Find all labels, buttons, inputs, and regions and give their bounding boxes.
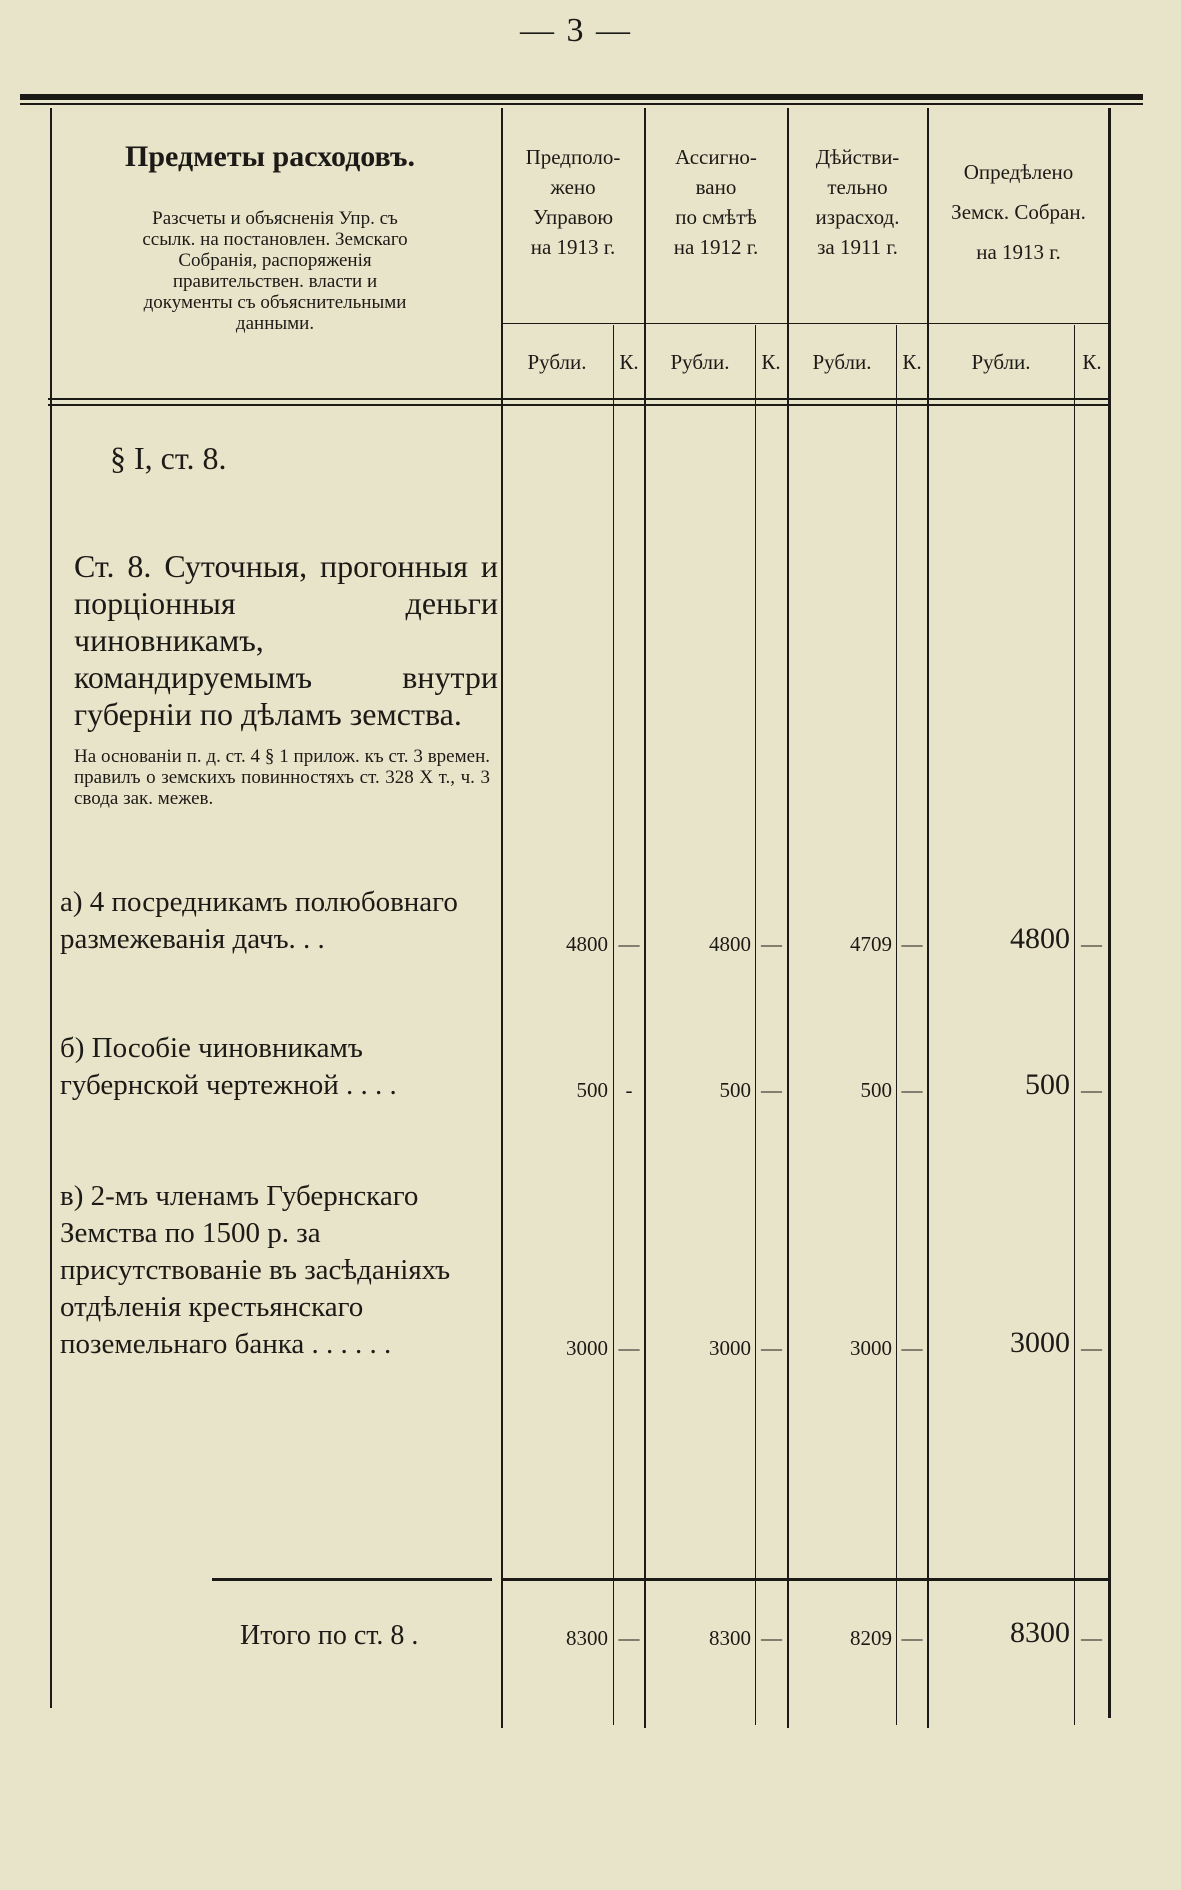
item-a-determined-kop: — <box>1081 932 1102 956</box>
total-label: Итого по ст. 8 . <box>240 1620 419 1651</box>
unit-rub-2: Рубли. <box>670 350 730 374</box>
item-b-assigned-kop: — <box>761 1078 782 1102</box>
item-c-spent-kop: — <box>901 1336 923 1360</box>
item-b-proposed: 500 <box>576 1078 608 1102</box>
col-head-proposed: Предполо- жено Управою на 1913 г. <box>525 145 621 259</box>
item-c-spent: 3000 <box>850 1336 892 1360</box>
total-spent: 8209 <box>850 1626 892 1650</box>
total-determined-kop: — <box>1081 1626 1102 1650</box>
item-a-assigned: 4800 <box>709 932 751 956</box>
item-b-spent-kop: — <box>901 1078 923 1102</box>
item-b-determined-kop: — <box>1081 1078 1102 1102</box>
col-head-assigned: Ассигно- вано по смѣтѣ на 1912 г. <box>673 145 759 259</box>
col-head-determined: Опредѣлено Земск. Собран. на 1913 г. <box>951 160 1086 264</box>
unit-rub-3: Рубли. <box>812 350 872 374</box>
total-proposed-kop: — <box>618 1626 640 1650</box>
total-rule-label <box>212 1578 492 1581</box>
kop-divider-2 <box>755 325 756 1725</box>
item-c-proposed: 3000 <box>566 1336 608 1360</box>
unit-rub-4: Рубли. <box>971 350 1031 374</box>
total-assigned-kop: — <box>761 1626 782 1650</box>
item-b-spent: 500 <box>860 1078 892 1102</box>
item-a-proposed: 4800 <box>566 932 608 956</box>
item-b-determined: 500 <box>1025 1068 1070 1101</box>
units-rule <box>503 323 1111 324</box>
header-description: Разсчеты и объясненія Упр. съ ссылк. на постановлен. Земскаго Собранія, распоряженія правительствен. власти и документы съ объяснительными данными. <box>142 208 408 334</box>
header-title: Предметы расходовъ. <box>125 140 415 173</box>
unit-rub-1: Рубли. <box>527 350 587 374</box>
item-a-text: а) 4 посредникамъ полюбовнаго размежеванія дачъ. . . <box>60 886 458 955</box>
section-heading: § I, ст. 8. <box>110 440 227 476</box>
item-c-text: в) 2-мъ членамъ Губернскаго Земства по 1500 р. за присутствованіе въ засѣданіяхъ отдѣленія крестьянскаго поземельнаго банка . . . . . . <box>60 1180 451 1360</box>
unit-kop-2: К. <box>761 350 781 374</box>
header-bottom-rule-2 <box>48 404 1110 406</box>
item-b-text: б) Пособіе чиновникамъ губернской чертежной . . . . <box>60 1032 397 1101</box>
kop-divider-1 <box>613 325 614 1725</box>
unit-kop-4: К. <box>1082 350 1102 374</box>
item-c-assigned: 3000 <box>709 1336 751 1360</box>
total-assigned: 8300 <box>709 1626 751 1650</box>
total-rule-values <box>501 1578 1109 1581</box>
page-number: — 3 — <box>520 12 632 49</box>
article-basis: На основаніи п. д. ст. 4 § 1 прилож. къ ст. 3 времен. правилъ о земскихъ повинностяхъ ст. 328 X т., ч. 3 свода зак. межев. <box>74 746 490 809</box>
unit-kop-3: К. <box>902 350 922 374</box>
item-b-assigned: 500 <box>719 1078 751 1102</box>
item-c-proposed-kop: — <box>618 1336 640 1360</box>
total-determined: 8300 <box>1010 1616 1070 1649</box>
item-a-proposed-kop: — <box>618 932 640 956</box>
item-a-spent-kop: — <box>901 932 923 956</box>
item-c-determined: 3000 <box>1010 1326 1070 1359</box>
header-bottom-rule <box>48 398 1110 400</box>
left-border <box>50 108 52 1708</box>
unit-kop-1: К. <box>619 350 639 374</box>
item-c-assigned-kop: — <box>761 1336 782 1360</box>
top-rule-thin <box>20 103 1143 105</box>
item-a-determined: 4800 <box>1010 922 1070 955</box>
article-title: Ст. 8. Суточныя, прогонныя и порціонныя деньги чиновникамъ, командируемымъ внутри губерніи по дѣламъ земства. <box>74 548 498 732</box>
kop-divider-4 <box>1074 325 1075 1725</box>
kop-divider-3 <box>896 325 897 1725</box>
item-a-spent: 4709 <box>850 932 892 956</box>
item-c-determined-kop: — <box>1081 1336 1102 1360</box>
top-rule <box>20 94 1143 100</box>
item-a-assigned-kop: — <box>761 932 782 956</box>
total-spent-kop: — <box>901 1626 923 1650</box>
col-head-spent: Дѣйстви- тельно израсход. за 1911 г. <box>815 145 900 259</box>
total-proposed: 8300 <box>566 1626 608 1650</box>
right-border <box>1108 108 1111 1718</box>
item-b-proposed-kop: - <box>625 1078 633 1102</box>
